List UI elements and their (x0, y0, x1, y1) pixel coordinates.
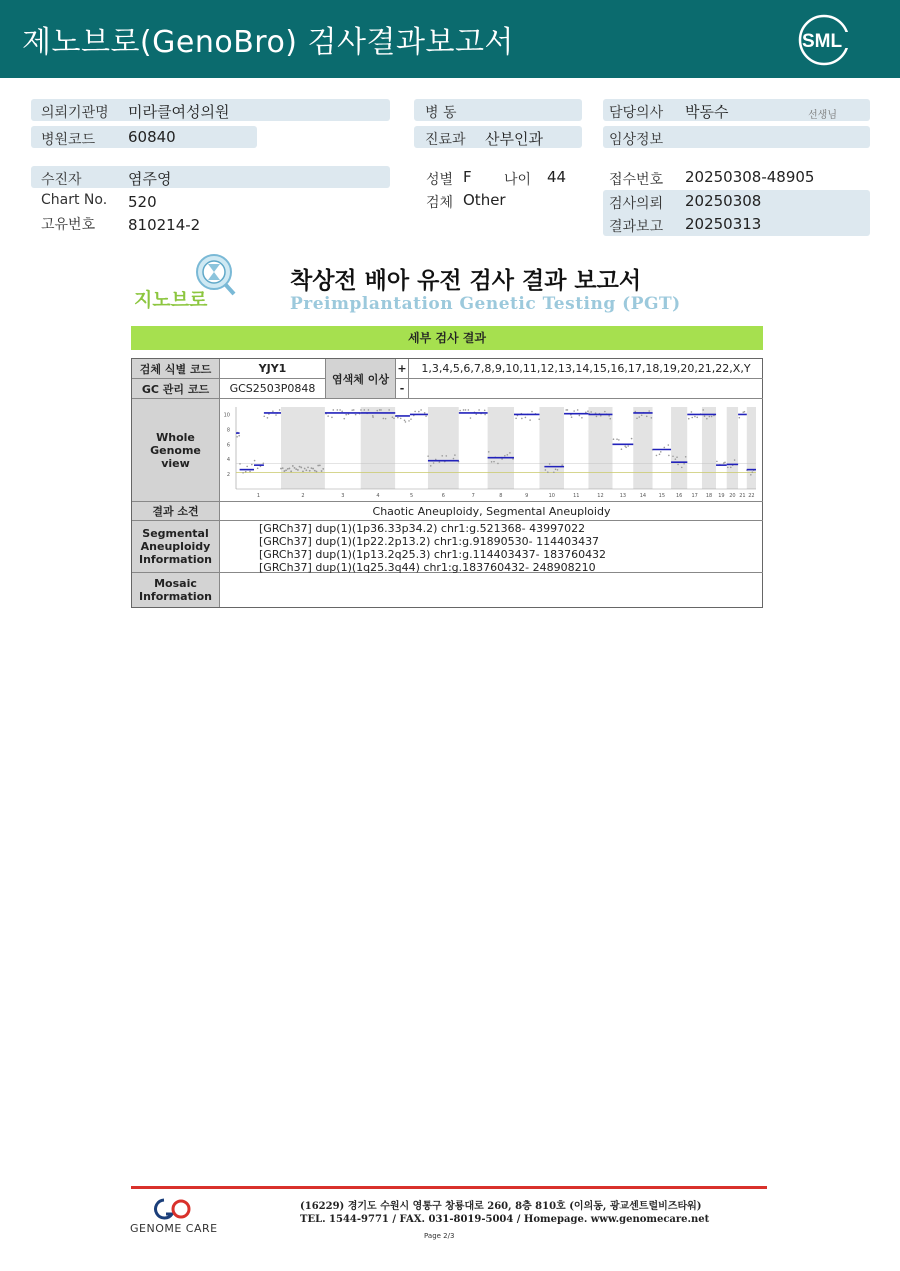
data-point (590, 411, 592, 413)
data-point (694, 415, 696, 417)
genobro-logo-text: 지노브로 (134, 289, 208, 311)
data-point (668, 444, 670, 446)
sex-value: F (463, 168, 472, 186)
pgt-title-korean: 착상전 배아 유전 검사 결과 보고서 (290, 268, 642, 294)
x-tick-label: 12 (597, 492, 604, 499)
doctor-label: 담당의사 (609, 105, 664, 121)
x-tick-label: 6 (441, 492, 445, 499)
x-tick-label: 8 (499, 492, 503, 499)
data-point (236, 435, 238, 437)
data-point (497, 462, 499, 464)
data-point (287, 467, 289, 469)
data-point (463, 409, 465, 411)
data-point (290, 470, 292, 472)
data-point (379, 409, 381, 411)
receipt-value: 20250308-48905 (685, 168, 815, 186)
data-point (295, 468, 297, 470)
data-point (504, 455, 506, 457)
data-point (621, 448, 623, 450)
data-point (581, 416, 583, 418)
result-value: Chaotic Aneuploidy, Segmental Aneuploidy (220, 502, 763, 521)
x-tick-label: 19 (718, 492, 725, 499)
report-header (0, 0, 900, 78)
data-point (404, 419, 406, 421)
sex-label: 성별 (426, 172, 454, 188)
chromosome-band (588, 407, 612, 489)
data-point (579, 414, 581, 416)
data-point (254, 459, 256, 461)
clinical-label: 임상정보 (609, 132, 664, 148)
data-point (337, 409, 339, 411)
result-table (131, 358, 763, 608)
chromosome-band (727, 407, 738, 489)
data-point (280, 467, 282, 469)
chromosome-band (488, 407, 514, 489)
data-point (750, 473, 752, 475)
data-point (567, 409, 569, 411)
data-point (525, 416, 527, 418)
pgt-title-english: Preimplantation Genetic Testing (PGT) (290, 294, 681, 314)
data-point (691, 416, 693, 418)
data-point (618, 439, 620, 441)
specimen-id-value: YJY1 (220, 359, 326, 379)
data-point (656, 454, 658, 456)
data-point (410, 418, 412, 420)
data-point (441, 455, 443, 457)
hospital-code-label: 병원코드 (41, 132, 96, 148)
id-value: 810214-2 (128, 216, 201, 234)
patient-strip (31, 166, 390, 188)
chromosome-band (564, 407, 588, 489)
data-point (321, 470, 323, 472)
data-point (368, 409, 370, 411)
data-point (538, 418, 540, 420)
data-point (445, 455, 447, 457)
data-point (651, 417, 653, 419)
data-point (491, 461, 493, 463)
genome-care-logo (150, 1196, 200, 1222)
data-point (289, 467, 291, 469)
data-point (302, 470, 304, 472)
y-tick-label: 10 (223, 411, 230, 418)
data-point (616, 438, 618, 440)
x-tick-label: 7 (471, 492, 475, 499)
data-point (332, 409, 334, 411)
institution-value: 미라클여성의원 (128, 103, 230, 121)
chart-no-label: Chart No. (41, 192, 108, 208)
chromosome-abnormality-label: 염색체 이상 (326, 359, 396, 399)
data-point (608, 415, 610, 417)
data-point (307, 466, 309, 468)
data-point (300, 466, 302, 468)
x-tick-label: 11 (573, 492, 580, 499)
y-tick-label: 6 (226, 441, 230, 448)
x-tick-label: 4 (376, 492, 380, 499)
section-title-bar: 세부 검사 결과 (131, 326, 763, 350)
data-point (317, 464, 319, 466)
data-point (549, 463, 551, 465)
data-point (696, 416, 698, 418)
data-point (380, 409, 382, 411)
data-point (641, 414, 643, 416)
page-number: Page 2/3 (424, 1232, 455, 1240)
data-point (585, 411, 587, 413)
data-point (331, 416, 333, 418)
data-point (414, 410, 416, 412)
data-point (683, 462, 685, 464)
data-point (339, 409, 341, 411)
data-point (668, 454, 670, 456)
x-tick-label: 22 (748, 492, 755, 499)
data-point (531, 410, 533, 412)
data-point (294, 467, 296, 469)
data-point (577, 409, 579, 411)
data-point (478, 409, 480, 411)
data-point (388, 409, 390, 411)
data-point (267, 417, 269, 419)
data-point (420, 409, 422, 411)
data-point (470, 417, 472, 419)
x-tick-label: 1 (256, 492, 261, 499)
data-point (343, 417, 345, 419)
data-point (613, 438, 615, 440)
data-point (246, 465, 248, 467)
data-point (319, 464, 321, 466)
data-point (739, 416, 741, 418)
chromosome-band (653, 407, 671, 489)
data-point (430, 465, 432, 467)
data-point (625, 446, 627, 448)
data-point (425, 415, 427, 417)
x-tick-label: 18 (705, 492, 713, 499)
x-tick-label: 10 (548, 492, 555, 499)
footer-address: (16229) 경기도 수원시 영통구 창룡대로 260, 8층 810호 (이의동, 광교센트럴비즈타워) (300, 1201, 702, 1212)
data-point (730, 466, 732, 468)
data-point (453, 457, 455, 459)
data-point (257, 467, 259, 469)
sml-logo-text: SML (802, 31, 843, 52)
data-point (364, 409, 366, 411)
data-point (427, 455, 429, 457)
data-point (454, 454, 456, 456)
data-point (636, 417, 638, 419)
data-point (547, 471, 549, 473)
x-tick-label: 5 (409, 492, 414, 499)
x-tick-label: 2 (301, 492, 305, 499)
data-point (372, 416, 374, 418)
data-point (285, 469, 287, 471)
gain-chromosomes: 1,3,4,5,6,7,8,9,10,11,12,13,14,15,16,17,18,19,20,21,22,X,Y (409, 359, 763, 379)
data-point (299, 465, 301, 467)
dept-value: 산부인과 (485, 130, 543, 148)
data-point (251, 463, 253, 465)
specimen-label: 검체 (426, 195, 454, 211)
data-point (405, 421, 407, 423)
data-point (509, 452, 511, 454)
data-point (557, 469, 559, 471)
age-value: 44 (547, 168, 567, 186)
report-date-value: 20250313 (685, 215, 762, 233)
data-point (272, 410, 274, 412)
data-point (465, 409, 467, 411)
data-point (515, 417, 517, 419)
data-point (408, 420, 410, 422)
data-point (242, 472, 244, 474)
data-point (727, 466, 729, 468)
doctor-suffix: 선생님 (808, 110, 837, 121)
data-point (353, 409, 355, 411)
data-point (555, 468, 557, 470)
data-point (677, 463, 679, 465)
data-point (305, 469, 307, 471)
whole-genome-plot-cell (220, 399, 763, 502)
result-label: 결과 소견 (132, 502, 220, 521)
chromosome-band (687, 407, 702, 489)
data-point (275, 414, 277, 416)
data-point (433, 462, 435, 464)
data-point (424, 411, 426, 413)
data-point (659, 453, 661, 455)
data-point (283, 470, 285, 472)
data-point (702, 409, 704, 411)
data-point (681, 466, 683, 468)
data-point (521, 417, 523, 419)
data-point (393, 417, 395, 419)
x-tick-label: 13 (619, 492, 627, 499)
data-point (646, 415, 648, 417)
x-tick-label: 21 (739, 492, 746, 499)
chromosome-band (539, 407, 564, 489)
data-point (263, 415, 265, 417)
data-point (685, 456, 687, 458)
data-point (744, 410, 746, 412)
age-label: 나이 (504, 172, 532, 188)
report-date-label: 결과보고 (609, 219, 664, 235)
data-point (327, 415, 329, 417)
data-point (711, 415, 713, 417)
sml-logo (796, 12, 856, 68)
mosaic-value (220, 573, 763, 607)
chromosome-band (671, 407, 687, 489)
dept-label: 진료과 (425, 132, 466, 148)
data-point (609, 417, 611, 419)
mosaic-label: Mosaic Information (132, 573, 220, 607)
data-point (716, 460, 718, 462)
data-point (660, 451, 662, 453)
data-point (316, 470, 318, 472)
data-point (439, 461, 441, 463)
data-point (397, 416, 399, 418)
y-tick-label: 8 (226, 426, 230, 433)
x-tick-label: 14 (639, 492, 647, 499)
x-tick-label: 16 (675, 492, 683, 499)
genome-care-name: GENOME CARE (130, 1222, 218, 1235)
chromosome-band (236, 407, 281, 489)
x-tick-label: 9 (525, 492, 529, 499)
chromosome-band (702, 407, 716, 489)
chart-no-value: 520 (128, 193, 157, 211)
chromosome-band (747, 407, 756, 489)
data-point (724, 461, 726, 463)
data-point (596, 415, 598, 417)
chromosome-band (738, 407, 747, 489)
data-point (663, 446, 665, 448)
data-point (292, 465, 294, 467)
chromosome-band (325, 407, 361, 489)
data-point (351, 409, 353, 411)
data-point (573, 410, 575, 412)
chromosome-band (361, 407, 396, 489)
segmental-line: [GRCh37] dup(1)(1p22.2p13.2) chr1:g.91890530- 114403437 (259, 535, 600, 548)
doctor-value: 박동수 (685, 103, 729, 121)
data-point (322, 467, 324, 469)
data-point (734, 459, 736, 461)
segmental-line: [GRCh37] dup(1)(1q25.3q44) chr1:g.183760432- 248908210 (259, 561, 596, 574)
data-point (561, 464, 563, 466)
data-point (676, 456, 678, 458)
data-point (418, 410, 420, 412)
gc-code-value: GCS2503P0848 (220, 379, 326, 399)
y-tick-label: 2 (226, 471, 230, 478)
data-point (709, 415, 711, 417)
data-point (376, 409, 378, 411)
data-point (239, 463, 241, 465)
x-tick-label: 15 (658, 492, 666, 499)
genobro-logo (132, 252, 244, 314)
whole-genome-view-label: Whole Genome view (132, 399, 220, 502)
data-point (314, 469, 316, 471)
id-label: 고유번호 (41, 217, 96, 233)
data-point (587, 410, 589, 412)
data-point (309, 469, 311, 471)
ward-label: 병 동 (425, 105, 457, 121)
chromosome-band (612, 407, 633, 489)
data-point (529, 419, 531, 421)
report-title: 제노브로(GenoBro) 검사결과보고서 (22, 25, 514, 60)
data-point (263, 462, 265, 464)
data-point (297, 469, 299, 471)
whole-genome-plot (220, 399, 763, 502)
x-tick-label: 17 (691, 492, 698, 499)
receipt-label: 접수번호 (609, 172, 664, 188)
data-point (282, 467, 284, 469)
data-point (688, 417, 690, 419)
data-point (279, 409, 281, 411)
data-point (385, 417, 387, 419)
patient-value: 염주영 (128, 170, 172, 188)
segmental-info-list (259, 522, 759, 574)
data-point (468, 409, 470, 411)
data-point (341, 410, 343, 412)
footer-contact: TEL. 1544-9771 / FAX. 031-8019-5004 / Homepage. www.genomecare.net (300, 1214, 710, 1225)
chromosome-band (633, 407, 652, 489)
data-point (704, 415, 706, 417)
data-point (484, 409, 486, 411)
chromosome-band (281, 407, 325, 489)
data-point (245, 470, 247, 472)
data-point (360, 409, 362, 411)
x-tick-label: 3 (341, 492, 345, 499)
data-point (571, 416, 573, 418)
data-point (675, 458, 677, 460)
data-point (304, 467, 306, 469)
data-point (355, 413, 357, 415)
data-point (484, 413, 486, 415)
data-point (634, 410, 636, 412)
segmental-line: [GRCh37] dup(1)(1p36.33p34.2) chr1:g.521368- 43997022 (259, 522, 586, 535)
data-point (545, 469, 547, 471)
loss-chromosomes (409, 379, 763, 399)
segmental-label: Segmental Aneuploidy Information (132, 521, 220, 573)
loss-sign: - (396, 379, 409, 399)
data-point (493, 460, 495, 462)
chromosome-band (716, 407, 727, 489)
data-point (638, 416, 640, 418)
y-tick-label: 4 (226, 456, 230, 463)
data-point (672, 455, 674, 457)
data-point (488, 451, 490, 453)
data-point (345, 413, 347, 415)
data-point (249, 470, 251, 472)
data-point (627, 445, 629, 447)
data-point (459, 409, 461, 411)
data-point (691, 411, 693, 413)
data-point (400, 417, 402, 419)
data-point (238, 434, 240, 436)
data-point (604, 410, 606, 412)
data-point (706, 417, 708, 419)
data-point (311, 467, 313, 469)
request-value: 20250308 (685, 192, 762, 210)
chromosome-band (514, 407, 539, 489)
data-point (553, 471, 555, 473)
data-point (507, 454, 509, 456)
data-point (383, 417, 385, 419)
hospital-code-value: 60840 (128, 128, 176, 146)
footer-address-block (300, 1200, 709, 1226)
specimen-value: Other (463, 191, 506, 209)
chromosome-band (459, 407, 488, 489)
data-point (392, 416, 394, 418)
gc-code-label: GC 관리 코드 (132, 379, 220, 399)
data-point (312, 467, 314, 469)
data-point (648, 410, 650, 412)
x-tick-label: 20 (729, 492, 736, 499)
footer-divider (131, 1186, 767, 1189)
data-point (752, 471, 754, 473)
specimen-id-label: 검체 식별 코드 (132, 359, 220, 379)
chromosome-band (428, 407, 459, 489)
gain-sign: + (396, 359, 409, 379)
request-label: 검사의뢰 (609, 196, 664, 212)
institution-label: 의뢰기관명 (41, 105, 109, 121)
data-point (631, 437, 633, 439)
patient-label: 수진자 (41, 172, 82, 188)
segmental-line: [GRCh37] dup(1)(1p13.2q25.3) chr1:g.114403437- 183760432 (259, 548, 607, 561)
